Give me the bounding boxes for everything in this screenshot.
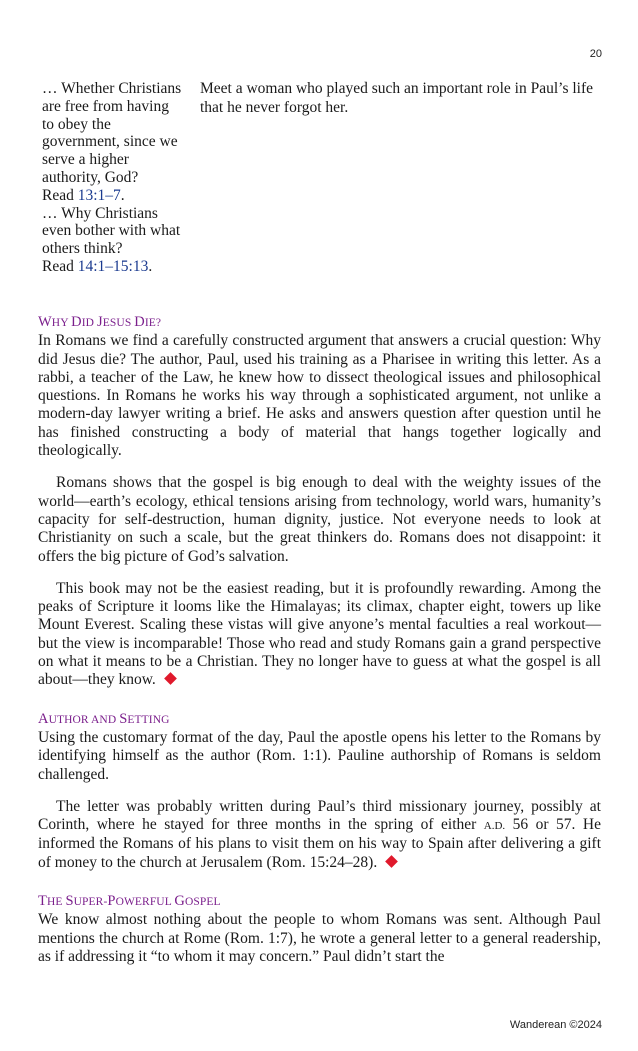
sidebar-question-2	[42, 205, 182, 276]
read-label: Read	[42, 186, 78, 204]
heading-part: G	[174, 893, 185, 910]
heading-part: T	[38, 893, 47, 910]
heading-part: OWERFUL	[115, 896, 175, 909]
heading-part: S	[65, 893, 74, 910]
paragraph: Romans shows that the gospel is big enough to deal with the weighty issues of the world—earth’s ecology, ethical tensions arising from technology, world wars, humanity’s capacity for self-destruction, human dignity, justice. Not everyone needs to look at Christianity on such a scale, but the great thinkers do. Romans does not disappoint: it offers the big picture of God’s salvation.	[38, 474, 601, 565]
paragraph	[38, 580, 601, 690]
heading-part: W	[38, 314, 52, 330]
heading-part: OSPEL	[184, 896, 221, 909]
paragraph: Using the customary format of the day, Paul the apostle opens his letter to the Romans by identifying himself as the author (Rom. 1:1). Pauline authorship of Romans is seldom challenged.	[38, 728, 601, 783]
heading-part: D	[134, 314, 145, 330]
section-heading	[38, 710, 601, 729]
read-label: Read	[42, 257, 78, 275]
heading-part: A	[38, 710, 49, 727]
punctuation: .	[120, 186, 125, 204]
sidebar-questions	[42, 80, 182, 276]
question-text: … Why Christians even bother with what others think?	[42, 204, 181, 258]
paragraph: We know almost nothing about the people to whom Romans was sent. Although Paul mentions the church at Rome (Rom. 1:7), he wrote a general letter to a general readership, as if addressing it “to whom it may concern.” Paul didn’t start the	[38, 911, 601, 965]
question-text: … Whether Christians are free from having to obey the government, since we serve a higher authority, God?	[42, 80, 182, 186]
heading-part: ETTING	[127, 713, 170, 726]
heading-part: IE?	[144, 317, 162, 329]
end-of-section-diamond-icon	[164, 672, 177, 685]
main-content	[38, 313, 601, 966]
heading-part: HY	[51, 317, 72, 329]
section-super-powerful-gospel	[38, 892, 601, 966]
heading-part: ESUS	[102, 317, 135, 329]
heading-part: HE	[46, 896, 66, 909]
paragraph	[38, 798, 601, 872]
intro-text: Meet a woman who played such an important role in Paul’s life that he never forgot her.	[200, 80, 594, 116]
heading-part: D	[71, 314, 82, 330]
section-why-did-jesus-die	[38, 313, 601, 690]
section-author-and-setting	[38, 710, 601, 872]
paragraph-text: This book may not be the easiest reading, but it is profoundly rewarding. Among the peaks of Scripture it looms like the Himalayas; its climax, chapter eight, towers up like Mount Everest. Scaling these vistas will give anyone’s mental faculties a real workout—but the view is incomparable! Those who read and study Romans gain a grand perspective on what it means to be a Christian. They no longer have to guess at what the gospel is all about—they know.	[38, 579, 601, 689]
heading-part: P	[107, 893, 116, 910]
section-heading	[38, 313, 601, 332]
page-number: 20	[589, 48, 602, 60]
heading-part: J	[97, 314, 103, 330]
heading-part: S	[119, 710, 128, 727]
section-heading	[38, 892, 601, 911]
scripture-reference-link[interactable]: 13:1–7	[77, 186, 121, 204]
scripture-reference-link[interactable]: 14:1–15:13	[77, 257, 149, 275]
punctuation: .	[148, 257, 153, 275]
era-abbreviation: A.D.	[483, 820, 506, 833]
heading-part: UPER-	[73, 896, 108, 909]
paragraph: In Romans we find a carefully constructed argument that answers a crucial question: Why did Jesus die? The author, Paul, used his training as a Pharisee in writing this letter. As a rabbi, a teacher of the Law, he knew how to dissect theological issues and philosophical questions. In Romans he works his way through a sophisticated argument, not unlike a modern-day lawyer writing a brief. He asks and answers question after question until he has finished constructing a body of material that hangs together logically and theologically.	[38, 332, 601, 460]
footer-copyright: Wanderean ©2024	[509, 1019, 602, 1031]
heading-part: UTHOR AND	[48, 713, 120, 726]
paragraph-text: 56 or 57. He informed the Romans of his plans to visit them on his way to Spain after delivering a gift of money to the church at Jerusalem (Rom. 15:24–28).	[38, 816, 601, 871]
paragraph-text: The letter was probably written during Paul’s third missionary journey, possibly at Corinth, where he stayed for three months in the spring of either	[38, 797, 601, 834]
heading-part: ID	[81, 317, 98, 329]
sidebar-question-1	[42, 80, 182, 205]
end-of-section-diamond-icon	[385, 855, 398, 868]
